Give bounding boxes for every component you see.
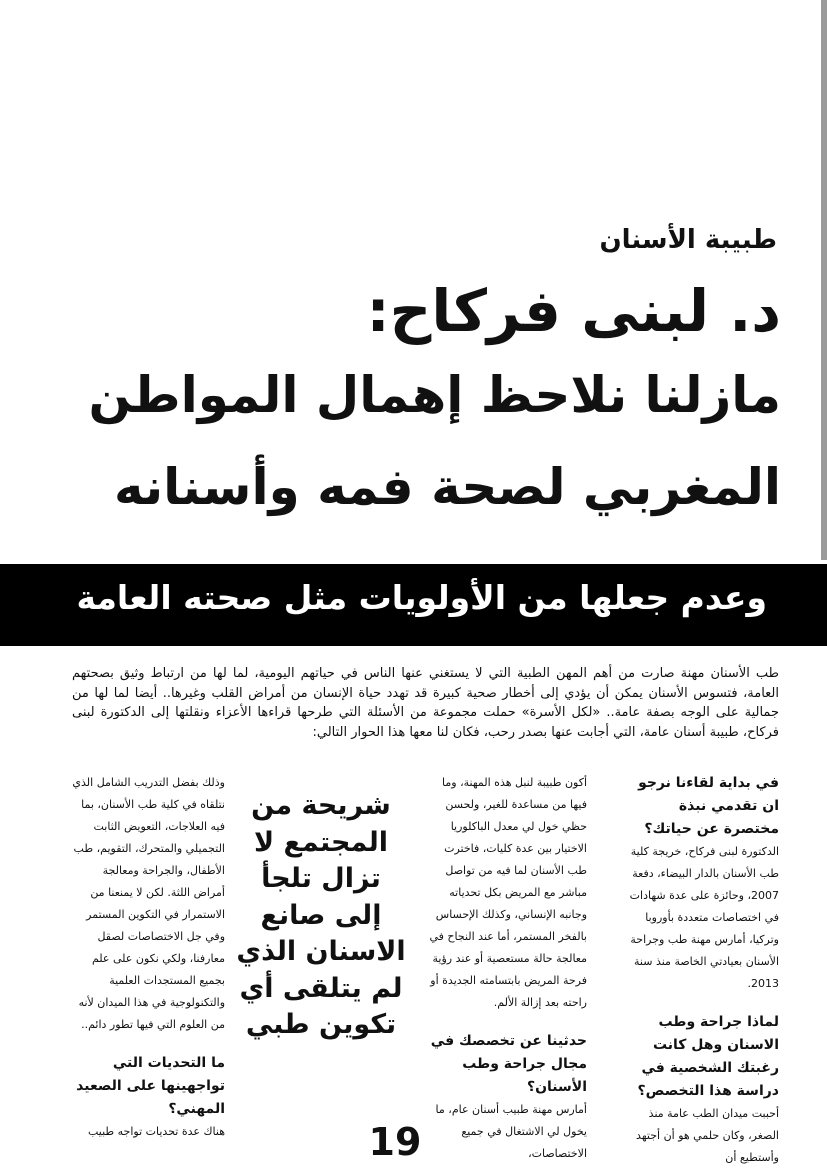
banner-text: وعدم جعلها من الأولويات مثل صحته العامة bbox=[76, 578, 767, 617]
pull-quote: شريحة من المجتمع لا تزال تلجأ إلى صانع الاسنان الذي لم يتلقى أي تكوين طبي bbox=[236, 790, 406, 1040]
column-1 bbox=[621, 772, 779, 1169]
article-subtitle: طبيبة الأسنان bbox=[599, 225, 777, 255]
headline-line-2: مازلنا نلاحظ إهمال المواطن bbox=[88, 366, 781, 424]
intro-paragraph: طب الأسنان مهنة صارت من أهم المهن الطبية التي لا يستغني عنها الناس في حياتهم اليومية، لما لها من ارتباط وثيق بصحتهم العامة، فتسوس الأسنان يمكن أن يؤدي إلى أخطار صحية كبيرة قد تهدد حياة الإنسان من أمراض القلب وغيرها.. أيضا لما لها من جمالية على الوجه بصفة عامة.. «لكل الأسرة» حملت مجموعة من الأسئلة التي طرحها قراءها الأعزاء ونقلتها إلى الدكتورة لبنى فركاح، طبيبة أسنان عامة، التي أجابت عنها بصدر رحب، فكان لنا معها هذا الحوار التالي: bbox=[72, 666, 779, 740]
question-3: حدثينا عن تخصصك في مجال جراحة وطب الأسنان؟ bbox=[430, 1033, 587, 1095]
column-2 bbox=[429, 772, 587, 1165]
headline-banner bbox=[0, 564, 827, 646]
headline-line-3: المغربي لصحة فمه وأسنانه bbox=[114, 458, 781, 516]
answer-3: أمارس مهنة طبيب أسنان عام، ما يخول لي الاشتغال في جميع الاختصاصات، bbox=[435, 1103, 587, 1160]
answer-4: هناك عدة تحديات تواجه طبيب bbox=[87, 1125, 225, 1138]
page-number: 19 bbox=[368, 1120, 422, 1164]
headline-line-1: د. لبنى فركاح: bbox=[366, 277, 781, 345]
page-edge-strip bbox=[821, 0, 827, 560]
column-4 bbox=[70, 772, 225, 1143]
question-1: في بداية لقاءنا نرجو ان تقدمي نبذة مختصرة عن حياتك؟ bbox=[638, 775, 779, 837]
answer-1: الدكتورة لبنى فركاح، خريجة كلية طب الأسنان بالدار البيضاء، دفعة 2007، وحائزة على عدة شهادات في اختصاصات متعددة بأوروبا وتركيا، أمارس مهنة طب وجراحة الأسنان بعيادتي الخاصة منذ سنة 2013. bbox=[629, 845, 779, 990]
answer-2-continued: أكون طبيبة لنبل هذه المهنة، وما فيها من مساعدة للغير، ولحسن حظي خول لي معدل الباكلوريا الاختيار بين عدة كليات، فاخترت طب الأسنان لما فيه من تواصل مباشر مع المريض بكل تحدياته وجانبه الإنساني، وكذلك الإحساس بالفخر المستمر، أما عند النجاح في معالجة حالة مستعصية أو عند رؤية فرحة المريض بابتسامته الجديدة أو راحته بعد إزالة الألم. bbox=[429, 776, 587, 1009]
question-2: لماذا جراحة وطب الاسنان وهل كانت رغبتك الشخصية في دراسة هذا التخصص؟ bbox=[637, 1014, 779, 1099]
answer-3-continued: وذلك بفضل التدريب الشامل الذي نتلقاه في كلية طب الأسنان، بما فيه العلاجات، التعويض الثابت التجميلي والمتحرك، التقويم، طب الأطفال، والجراحة ومعالجة أمراض اللثة. لكن لا يمنعنا من الاستمرار في التكوين المستمر وفي جل الاختصاصات لصقل معارفنا، ولكي نكون على علم بجميع المستجدات العلمية والتكنولوجية في هذا الميدان لأنه من العلوم التي فيها تطور دائم.. bbox=[72, 776, 225, 1031]
question-4: ما التحديات التي تواجهينها على الصعيد المهني؟ bbox=[76, 1055, 225, 1117]
answer-2: أحببت ميدان الطب عامة منذ الصغر، وكان حلمي هو أن أجتهد وأستطيع أن bbox=[636, 1107, 779, 1164]
